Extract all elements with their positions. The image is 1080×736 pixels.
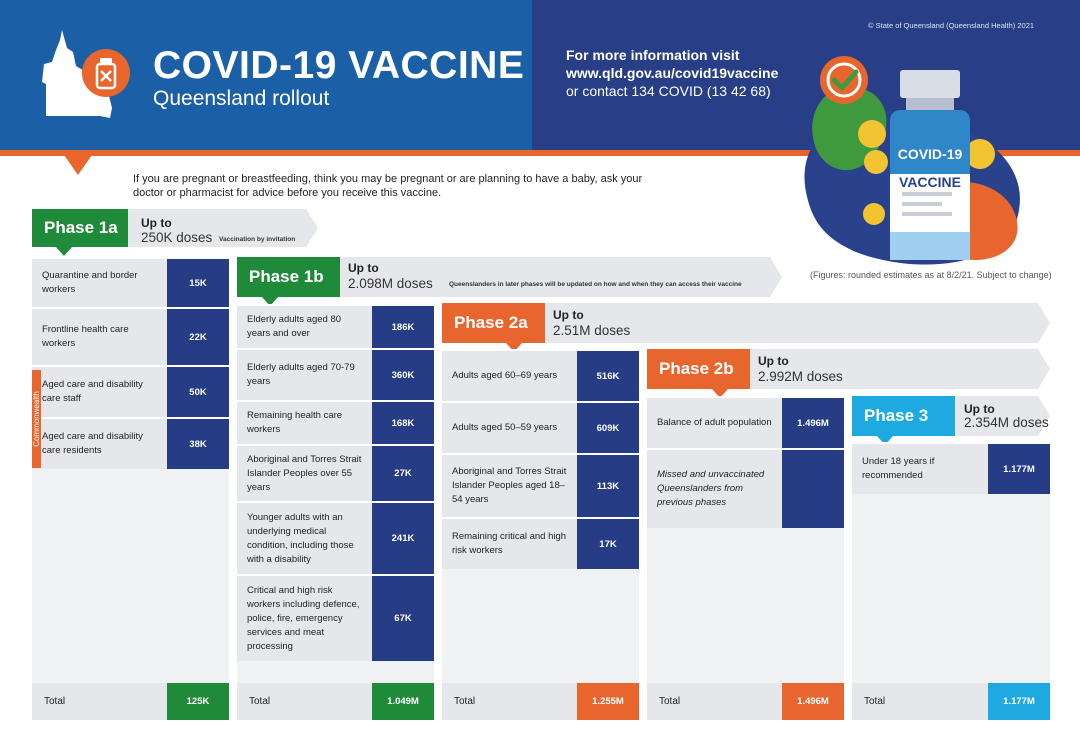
row-value (782, 450, 844, 528)
phase-3-label: Phase 3 (852, 396, 955, 436)
header-notch (64, 155, 92, 175)
row-value: 15K (167, 259, 229, 307)
table-row (237, 574, 434, 661)
row-label: Aboriginal and Torres Strait Islander Peoples aged 18–54 years (442, 455, 577, 517)
phase-3-column (852, 442, 1050, 720)
row-value: 168K (372, 402, 434, 444)
phase-1a-total-row (32, 683, 229, 720)
phase-2a-upto: Up to (553, 308, 584, 322)
phase-2a-doses: 2.51M doses (553, 323, 631, 338)
commonwealth-label: Commonwealth (32, 391, 41, 447)
phase-2a-total-row (442, 683, 639, 720)
phase-2b-total-row (647, 683, 844, 720)
row-label: Aboriginal and Torres Strait Islander Peoples over 55 years (237, 446, 372, 501)
phase-1a-column (32, 257, 229, 720)
phase-3-total-row (852, 683, 1050, 720)
phase-1a-note: Vaccination by invitation (219, 236, 296, 243)
table-row (442, 453, 639, 517)
row-label: Under 18 years if recommended (852, 444, 988, 494)
table-row (647, 448, 844, 528)
row-value: 38K (167, 419, 229, 469)
table-row (32, 307, 229, 365)
total-label: Total (32, 683, 167, 720)
row-label: Adults aged 50–59 years (442, 403, 577, 453)
phase-1a-label: Phase 1a (32, 209, 128, 247)
row-label: Adults aged 60–69 years (442, 351, 577, 401)
phase-2a-label: Phase 2a (442, 303, 545, 343)
row-value: 67K (372, 576, 434, 661)
row-value: 360K (372, 350, 434, 400)
total-value: 125K (167, 683, 229, 720)
total-label: Total (237, 683, 372, 720)
phase-2b-column (647, 396, 844, 720)
row-value: 17K (577, 519, 639, 569)
phase-1b-doses: 2.098M doses (348, 276, 433, 291)
phase-3-upto: Up to (964, 402, 995, 416)
table-row (647, 396, 844, 448)
row-label: Critical and high risk workers including defence, police, fire, emergency services and meat processing (237, 576, 372, 661)
row-label: Quarantine and border workers (32, 259, 167, 307)
table-row (237, 348, 434, 400)
figures-note: (Figures: rounded estimates as at 8/2/21. Subject to change) (810, 270, 1052, 280)
phase-3-doses: 2.354M doses (964, 415, 1049, 430)
table-row (237, 501, 434, 574)
table-row (442, 517, 639, 569)
total-value: 1.496M (782, 683, 844, 720)
row-label: Frontline health care workers (32, 309, 167, 365)
row-label: Aged care and disability care staff (32, 367, 167, 417)
row-label: Remaining critical and high risk workers (442, 519, 577, 569)
row-label: Younger adults with an underlying medical condition, including those with a disability (237, 503, 372, 574)
row-label: Aged care and disability care residents (32, 419, 167, 469)
row-value: 241K (372, 503, 434, 574)
row-label: Missed and unvaccinated Queenslanders from previous phases (647, 450, 782, 528)
copyright-text: © State of Queensland (Queensland Health) 2021 (868, 21, 1035, 30)
info-line-1: For more information visit (566, 47, 740, 63)
table-row (32, 257, 229, 307)
vial-label-line1: COVID-19 (897, 146, 963, 162)
total-value: 1.049M (372, 683, 434, 720)
table-row (237, 400, 434, 444)
phase-1a-doses: 250K doses (141, 230, 213, 245)
row-value: 113K (577, 455, 639, 517)
phase-1b-label: Phase 1b (237, 257, 340, 297)
total-label: Total (442, 683, 577, 720)
phase-1b-note: Queenslanders in later phases will be updated on how and when they can access their vaccine (449, 281, 742, 288)
page-subtitle: Queensland rollout (153, 87, 330, 110)
row-label: Remaining health care workers (237, 402, 372, 444)
row-value: 1.177M (988, 444, 1050, 494)
row-value: 22K (167, 309, 229, 365)
total-value: 1.177M (988, 683, 1050, 720)
phase-2b-doses: 2.992M doses (758, 369, 843, 384)
phase-1a-upto: Up to (141, 216, 172, 230)
commonwealth-indent (41, 370, 167, 468)
vial-label-line2: VACCINE (899, 174, 961, 190)
row-label: Elderly adults aged 80 years and over (237, 306, 372, 348)
pregnancy-advice: If you are pregnant or breastfeeding, think you may be pregnant or are planning to have a baby, ask your doctor or pharmacist for advice before you receive this vaccine. (133, 173, 643, 199)
phase-1b-column (237, 304, 434, 720)
total-label: Total (852, 683, 988, 720)
total-value: 1.255M (577, 683, 639, 720)
row-value: 1.496M (782, 398, 844, 448)
row-value: 516K (577, 351, 639, 401)
phase-1a-notch (56, 247, 72, 256)
vaccine-vial-icon (81, 48, 131, 98)
row-value: 186K (372, 306, 434, 348)
phase-1b-upto: Up to (348, 261, 379, 275)
row-label: Balance of adult population (647, 398, 782, 448)
row-label: Elderly adults aged 70-79 years (237, 350, 372, 400)
row-value: 609K (577, 403, 639, 453)
phase-1b-total-row (237, 683, 434, 720)
phase-2a-column (442, 349, 639, 720)
table-row (442, 349, 639, 401)
table-row (237, 444, 434, 501)
phase-2b-upto: Up to (758, 354, 789, 368)
row-value: 27K (372, 446, 434, 501)
page-title: COVID-19 VACCINE (153, 44, 525, 87)
total-label: Total (647, 683, 782, 720)
row-value: 50K (167, 367, 229, 417)
info-website-link[interactable]: www.qld.gov.au/covid19vaccine (566, 65, 779, 81)
phase-2b-label: Phase 2b (647, 349, 750, 389)
table-row (852, 442, 1050, 494)
info-contact: or contact 134 COVID (13 42 68) (566, 83, 771, 99)
table-row (237, 304, 434, 348)
table-row (442, 401, 639, 453)
